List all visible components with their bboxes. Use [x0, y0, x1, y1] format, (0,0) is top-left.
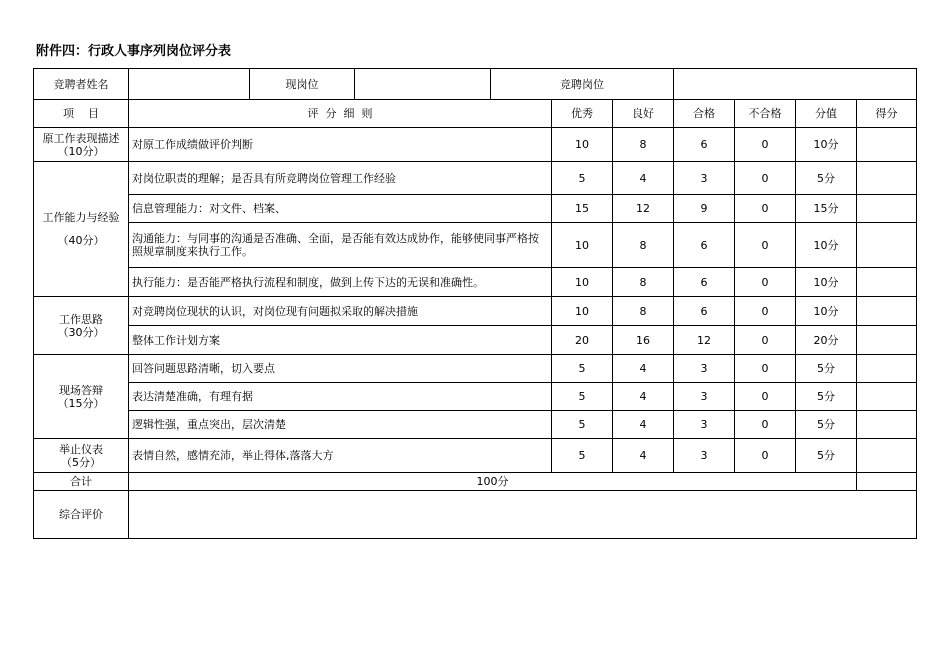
current-post-field[interactable] — [355, 69, 491, 100]
points-value: 5分 — [796, 355, 857, 383]
points-value: 5分 — [796, 383, 857, 411]
col-excellent-header: 优秀 — [552, 100, 613, 128]
table-row — [34, 223, 917, 268]
table-row — [34, 128, 917, 162]
col-points-header: 分值 — [796, 100, 857, 128]
group-cell — [34, 439, 129, 473]
col-fail-header: 不合格 — [735, 100, 796, 128]
col-score-header: 得分 — [857, 100, 917, 128]
column-header-row — [34, 100, 917, 128]
col-rules-header: 评 分 细 则 — [129, 100, 552, 128]
group-cell — [34, 297, 129, 355]
excellent-value: 10 — [552, 128, 613, 162]
table-row — [34, 383, 917, 411]
rule-text: 执行能力：是否能严格执行流程和制度，做到上传下达的无误和准确性。 — [129, 268, 552, 297]
group-weight: （30分） — [57, 325, 105, 339]
fail-value: 0 — [735, 439, 796, 473]
pass-value: 6 — [674, 268, 735, 297]
score-input-cell[interactable] — [857, 297, 917, 326]
score-input-cell[interactable] — [857, 223, 917, 268]
excellent-value: 20 — [552, 326, 613, 355]
overall-label: 综合评价 — [34, 491, 129, 539]
fail-value: 0 — [735, 195, 796, 223]
group-cell — [34, 162, 129, 297]
good-value: 8 — [613, 223, 674, 268]
score-input-cell[interactable] — [857, 162, 917, 195]
pass-value: 9 — [674, 195, 735, 223]
good-value: 8 — [613, 128, 674, 162]
points-value: 10分 — [796, 268, 857, 297]
table-row — [34, 439, 917, 473]
excellent-value: 5 — [552, 439, 613, 473]
score-input-cell[interactable] — [857, 128, 917, 162]
group-name: 工作能力与经验 — [42, 211, 120, 224]
group-weight: （10分） — [57, 144, 105, 158]
group-weight: （15分） — [57, 396, 105, 410]
fail-value: 0 — [735, 297, 796, 326]
points-value: 10分 — [796, 297, 857, 326]
total-value: 100分 — [129, 473, 857, 491]
table-row — [34, 297, 917, 326]
col-good-header: 良好 — [613, 100, 674, 128]
excellent-value: 5 — [552, 383, 613, 411]
pass-value: 3 — [674, 439, 735, 473]
good-value: 8 — [613, 297, 674, 326]
score-input-cell[interactable] — [857, 411, 917, 439]
excellent-value: 10 — [552, 268, 613, 297]
points-value: 20分 — [796, 326, 857, 355]
score-input-cell[interactable] — [857, 383, 917, 411]
scoring-table — [33, 68, 917, 539]
score-input-cell[interactable] — [857, 439, 917, 473]
rule-text: 对竞聘岗位现状的认识，对岗位现有问题拟采取的解决措施 — [129, 297, 552, 326]
fail-value: 0 — [735, 355, 796, 383]
total-label: 合计 — [34, 473, 129, 491]
applied-post-field[interactable] — [674, 69, 917, 100]
fail-value: 0 — [735, 128, 796, 162]
group-name: 现场答辩 — [59, 383, 103, 397]
good-value: 4 — [613, 162, 674, 195]
points-value: 5分 — [796, 162, 857, 195]
group-weight: （5分） — [61, 455, 101, 469]
excellent-value: 5 — [552, 411, 613, 439]
fail-value: 0 — [735, 411, 796, 439]
table-row — [34, 411, 917, 439]
pass-value: 6 — [674, 297, 735, 326]
applied-post-label: 竞聘岗位 — [491, 69, 674, 100]
pass-value: 3 — [674, 383, 735, 411]
table-row — [34, 268, 917, 297]
fail-value: 0 — [735, 326, 796, 355]
points-value: 5分 — [796, 439, 857, 473]
table-row — [34, 162, 917, 195]
col-item-header: 项 目 — [34, 100, 129, 128]
rule-text: 对原工作成绩做评价判断 — [129, 128, 552, 162]
excellent-value: 10 — [552, 223, 613, 268]
pass-value: 3 — [674, 411, 735, 439]
overall-row — [34, 491, 917, 539]
pass-value: 6 — [674, 128, 735, 162]
rule-text: 逻辑性强，重点突出，层次清楚 — [129, 411, 552, 439]
good-value: 4 — [613, 383, 674, 411]
table-row — [34, 326, 917, 355]
candidate-name-field[interactable] — [129, 69, 250, 100]
pass-value: 12 — [674, 326, 735, 355]
fail-value: 0 — [735, 162, 796, 195]
excellent-value: 15 — [552, 195, 613, 223]
current-post-label: 现岗位 — [250, 69, 355, 100]
col-pass-header: 合格 — [674, 100, 735, 128]
candidate-name-label: 竞聘者姓名 — [34, 69, 129, 100]
group-name: 工作思路 — [59, 312, 103, 326]
points-value: 10分 — [796, 223, 857, 268]
good-value: 4 — [613, 355, 674, 383]
good-value: 8 — [613, 268, 674, 297]
rule-text: 沟通能力：与同事的沟通是否准确、全面，是否能有效达成协作，能够使同事严格按照规章制度来执行工作。 — [129, 223, 552, 268]
rule-text: 表情自然，感情充沛，举止得体,落落大方 — [129, 439, 552, 473]
fail-value: 0 — [735, 268, 796, 297]
rule-text: 整体工作计划方案 — [129, 326, 552, 355]
excellent-value: 10 — [552, 297, 613, 326]
points-value: 10分 — [796, 128, 857, 162]
points-value: 5分 — [796, 411, 857, 439]
header-info-row — [34, 69, 917, 100]
group-name: 举止仪表 — [59, 442, 103, 456]
fail-value: 0 — [735, 223, 796, 268]
pass-value: 3 — [674, 162, 735, 195]
excellent-value: 5 — [552, 355, 613, 383]
rule-text: 对岗位职责的理解；是否具有所竞聘岗位管理工作经验 — [129, 162, 552, 195]
points-value: 15分 — [796, 195, 857, 223]
good-value: 4 — [613, 439, 674, 473]
fail-value: 0 — [735, 383, 796, 411]
good-value: 4 — [613, 411, 674, 439]
rule-text: 信息管理能力：对文件、档案、 — [129, 195, 552, 223]
good-value: 16 — [613, 326, 674, 355]
overall-comment-field[interactable] — [129, 491, 917, 539]
table-row — [34, 355, 917, 383]
table-row — [34, 195, 917, 223]
rule-text: 表达清楚准确，有理有据 — [129, 383, 552, 411]
rule-text: 回答问题思路清晰，切入要点 — [129, 355, 552, 383]
score-input-cell[interactable] — [857, 195, 917, 223]
page-title: 附件四：行政人事序列岗位评分表 — [36, 44, 232, 59]
score-input-cell[interactable] — [857, 355, 917, 383]
good-value: 12 — [613, 195, 674, 223]
score-input-cell[interactable] — [857, 268, 917, 297]
score-input-cell[interactable] — [857, 326, 917, 355]
total-row — [34, 473, 917, 491]
pass-value: 3 — [674, 355, 735, 383]
group-name: 原工作表现描述 — [42, 131, 120, 145]
group-weight: （40分） — [57, 234, 105, 247]
excellent-value: 5 — [552, 162, 613, 195]
pass-value: 6 — [674, 223, 735, 268]
group-cell — [34, 128, 129, 162]
total-score-cell[interactable] — [857, 473, 917, 491]
group-cell — [34, 355, 129, 439]
